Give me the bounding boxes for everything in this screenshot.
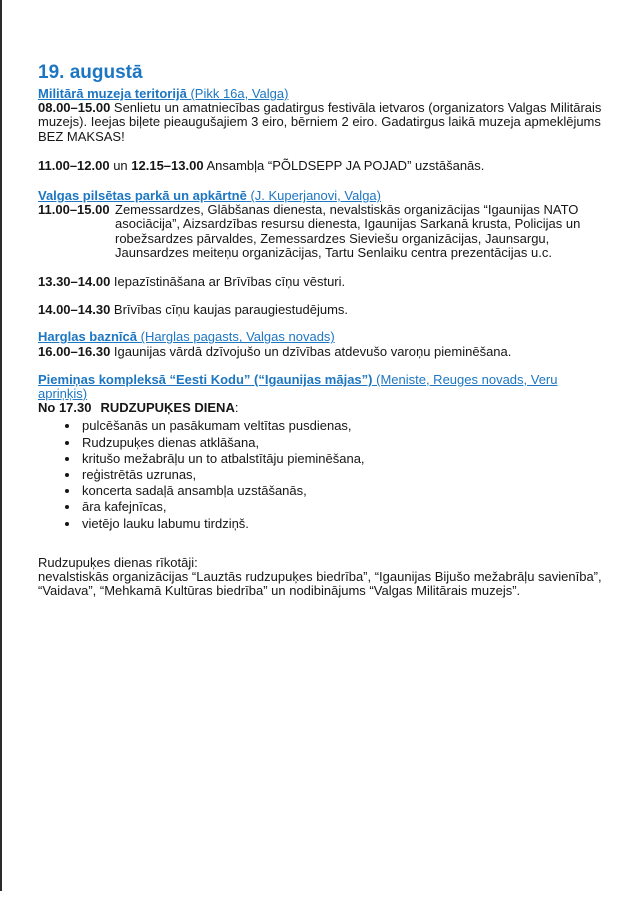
event-time: 12.15–13.00 bbox=[131, 157, 204, 173]
event-paragraph bbox=[38, 345, 605, 359]
section-heading-city-park-link[interactable] bbox=[38, 189, 605, 203]
list-item: • āra kafejnīcas, bbox=[80, 499, 605, 515]
section-heading-location: (Harglas pagasts, Valgas novads) bbox=[137, 329, 335, 345]
document-content bbox=[38, 62, 605, 598]
organizers-block bbox=[38, 556, 605, 599]
section-heading-location: (Meniste, Reuges novads, Veru apriņķis) bbox=[38, 371, 558, 402]
event-time: 11.00–15.00 bbox=[38, 202, 110, 218]
page-left-border bbox=[0, 0, 2, 891]
list-item: • koncerta sadaļā ansambļa uzstāšanās, bbox=[80, 483, 605, 499]
list-item: • pulcēšanās un pasākumam veltītas pusdienas, bbox=[80, 418, 605, 434]
event-text: Brīvības cīņu kaujas paraugiestudējums. bbox=[110, 302, 349, 318]
event-time: 14.00–14.30 bbox=[38, 302, 111, 318]
event-text: un bbox=[109, 157, 132, 173]
event-colon: : bbox=[234, 400, 239, 416]
event-time: 08.00–15.00 bbox=[38, 100, 111, 116]
event-title: RUDZUPUĶES DIENA bbox=[100, 400, 235, 416]
event-paragraph bbox=[38, 159, 605, 173]
list-item: • kritušo mežabrāļu un to atbalstītāju pieminēšana, bbox=[80, 451, 605, 467]
event-text: Ansambļa “PÕLDSEPP JA POJAD” uzstāšanās. bbox=[203, 157, 485, 173]
section-heading-location: (J. Kuperjanovi, Valga) bbox=[246, 188, 381, 204]
event-paragraph bbox=[38, 101, 605, 144]
section-heading-name: Piemiņas kompleksā “Eesti Kodu” (“Igaunijas mājas”) bbox=[38, 371, 373, 387]
section-eesti-kodu bbox=[38, 373, 605, 532]
event-paragraph bbox=[38, 303, 605, 317]
section-heading-name: Militārā muzeja teritorijā bbox=[38, 86, 187, 101]
section-military-museum bbox=[38, 87, 605, 173]
section-hargla-church bbox=[38, 330, 605, 358]
event-text: Senlietu un amatniecības gadatirgus festivāla ietvaros (organizators Valgas Militārais muzejs). Ieejas biļete pieaugušajiem 3 eiro, bērniem 2 eiro. Gadatirgus laikā muzeja apmeklējums BEZ MAKSAS! bbox=[38, 100, 602, 144]
organizers-label: Rudzupuķes dienas rīkotāji: bbox=[38, 554, 198, 570]
event-text: Igaunijas vārdā dzīvojušo un dzīvības atdevušo varoņu pieminēšana. bbox=[110, 343, 512, 359]
list-item: • Rudzupuķes dienas atklāšana, bbox=[80, 435, 605, 451]
section-heading-hargla-church-link[interactable] bbox=[38, 330, 605, 344]
section-heading-military-museum-link[interactable] bbox=[38, 87, 605, 101]
page-title: 19. augustā bbox=[38, 62, 143, 83]
list-item: • vietējo lauku labumu tirdziņš. bbox=[80, 516, 605, 532]
section-heading-name: Harglas baznīcā bbox=[38, 329, 137, 345]
event-text: Zemessardzes, Glābšanas dienesta, nevalstiskās organizācijas “Igaunijas NATO asociācija”, Aizsardzības resursu dienesta, Igaunijas Sarkanā krusta, Policijas un robežsardzes pārvaldes, Zemessardzes Sieviešu organizācijas, Jaunsargu, Jaunsardzes meiteņu organizācijas, Tartu Senlaiku centra prezentācijas u.c. bbox=[115, 202, 581, 260]
section-heading-name: Valgas pilsētas parkā un apkārtnē bbox=[38, 188, 247, 204]
section-city-park bbox=[38, 189, 605, 317]
event-time: 11.00–12.00 bbox=[38, 157, 110, 173]
list-item: • reģistrētās uzrunas, bbox=[80, 467, 605, 483]
event-paragraph bbox=[38, 401, 605, 415]
section-heading-location: (Pikk 16a, Valga) bbox=[186, 86, 289, 101]
event-time: No 17.30 bbox=[38, 400, 92, 416]
event-paragraph bbox=[38, 203, 605, 260]
program-bullet-list bbox=[38, 418, 605, 531]
organizers-text: nevalstiskās organizācijas “Lauztās rudzupuķes biedrība”, “Igaunijas Bijušo mežabrāļu savienība”, “Vaidava”, “Mehkamā Kultūras biedrība” un nodibinājums “Valgas Militārais muzejs”. bbox=[38, 569, 602, 599]
event-time: 13.30–14.00 bbox=[38, 274, 111, 290]
event-paragraph bbox=[38, 275, 605, 289]
section-heading-eesti-kodu-link[interactable] bbox=[38, 373, 605, 401]
event-text: Iepazīstināšana ar Brīvības cīņu vēsturi. bbox=[110, 274, 346, 290]
event-time: 16.00–16.30 bbox=[38, 343, 111, 359]
